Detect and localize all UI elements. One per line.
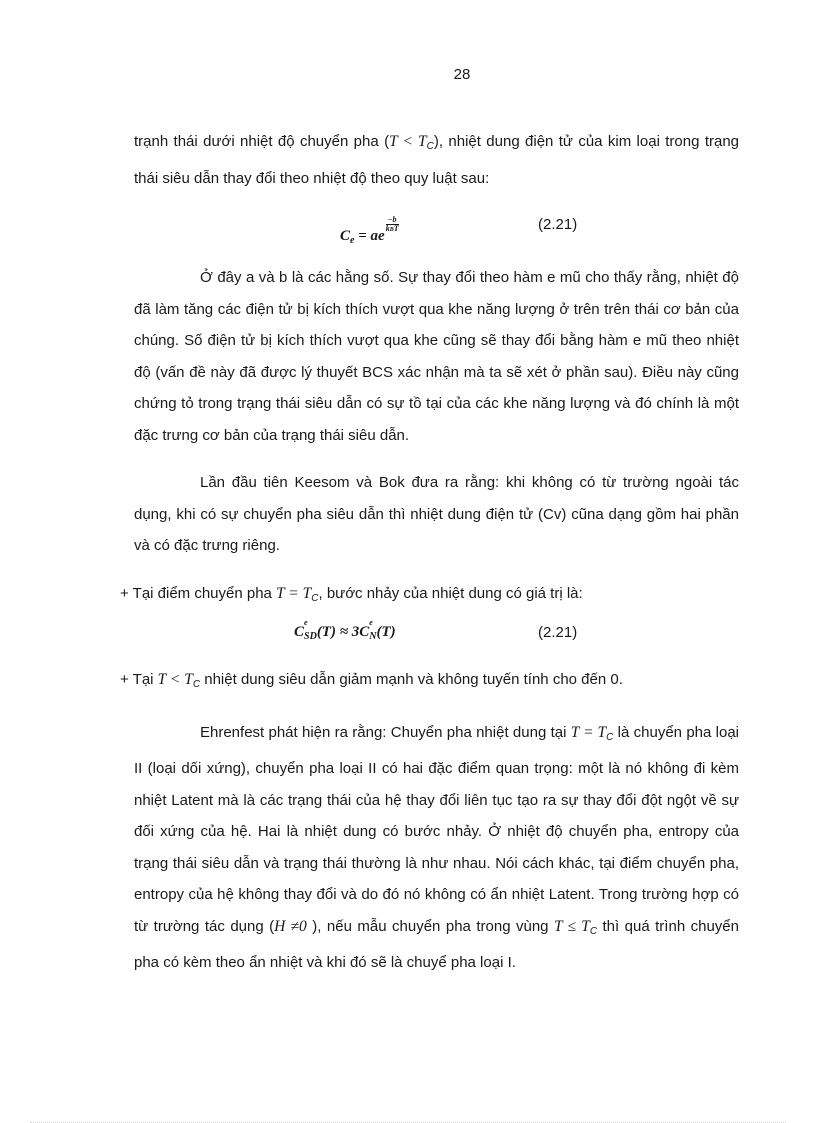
page-number: 28 bbox=[453, 66, 471, 83]
equation-number: (2.21) bbox=[538, 624, 578, 641]
paragraph-keesom-bok: Lần đầu tiên Keesom và Bok đưa ra rằng: khi không có từ trường ngoài tác dụng, khi có sự chuyển pha siêu dẫn thì nhiệt dung điện tử (Cv) cũna dạng gồm hai phần và có đặc trưng riêng. bbox=[134, 474, 739, 554]
equation-expression: $C_e$ = ae $\frac{-b}{\text{kBT}}$ bbox=[340, 215, 399, 246]
paragraph-intro: trạnh thái dưới nhiệt độ chuyển pha $(T < T_C)$, nhiệt dung điện tử của kim loại trong trạng thái siêu dẫn thay đổi theo nhiệt độ theo quy luật sau: bbox=[134, 133, 740, 187]
equation-electronic-heat-capacity bbox=[134, 194, 739, 250]
equation-heat-capacity-jump bbox=[134, 614, 739, 664]
bullet-transition-point: + Tại điểm chuyển pha $T = T_C$, bước nhảy của nhiệt dung có giá trị là: bbox=[120, 584, 583, 604]
equation-expression: C e $_{SD}$(T) ≈ 3C e $_N$(T) bbox=[294, 618, 396, 642]
document-body bbox=[120, 126, 740, 979]
paragraph-ehrenfest: Ehrenfest phát hiện ra rằng: Chuyển pha nhiệt dung tại $T = T_C$ là chuyển pha loại II (loại dối xứng), chuyển pha loại II có hai đặc điểm quan trọng: một là nó không đi kèm nhiệt Latent mà là các trạng thái của hệ thay đổi liên tục tạo ra sự thay đổi đột ngột về sự đối xứng của hệ. Hai là nhiệt dung có bước nhảy. Ở nhiệt độ chuyển pha, entropy của trạng thái siêu dẫn và trạng thái thường là như nhau. Nói cách khác, tại điểm chuyển pha, entropy của hệ không thay đổi và do đó nó không có ẩn nhiệt Latent. Trong trường hợp có từ trường tác dụng (H ≠0 ), nếu mẫu chuyển pha trong vùng $T \le T_C$ thì quá trình chuyển pha có kèm theo ẩn nhiệt và khi đó sẽ là chuyể pha loại I. bbox=[134, 723, 739, 971]
equation-number: (2.21) bbox=[538, 216, 578, 233]
bullet-below-transition: + Tại $T < T_C$ nhiệt dung siêu dẫn giảm mạnh và không tuyến tính cho đến 0. bbox=[120, 671, 623, 690]
paragraph-exponential: Ở đây a và b là các hằng số. Sự thay đổi theo hàm e mũ cho thấy rằng, nhiệt độ đã làm tăng các điện tử bị kích thích vượt qua khe năng lượng ở trên trên thái cơ bản của chúng. Số điện tử bị kích thích vượt qua khe cũng sẽ thay đổi bằng hàm e mũ theo nhiệt độ (vấn đề này đã được lý thuyết BCS xác nhận mà ta sẽ xét ở phần sau). Điều này cũng chứng tỏ trong trạng thái siêu dẫn có sự tồ tại của các khe năng lượng và đó chính là một đặc trưng cơ bản của trạng thái siêu dẫn. bbox=[134, 269, 739, 444]
